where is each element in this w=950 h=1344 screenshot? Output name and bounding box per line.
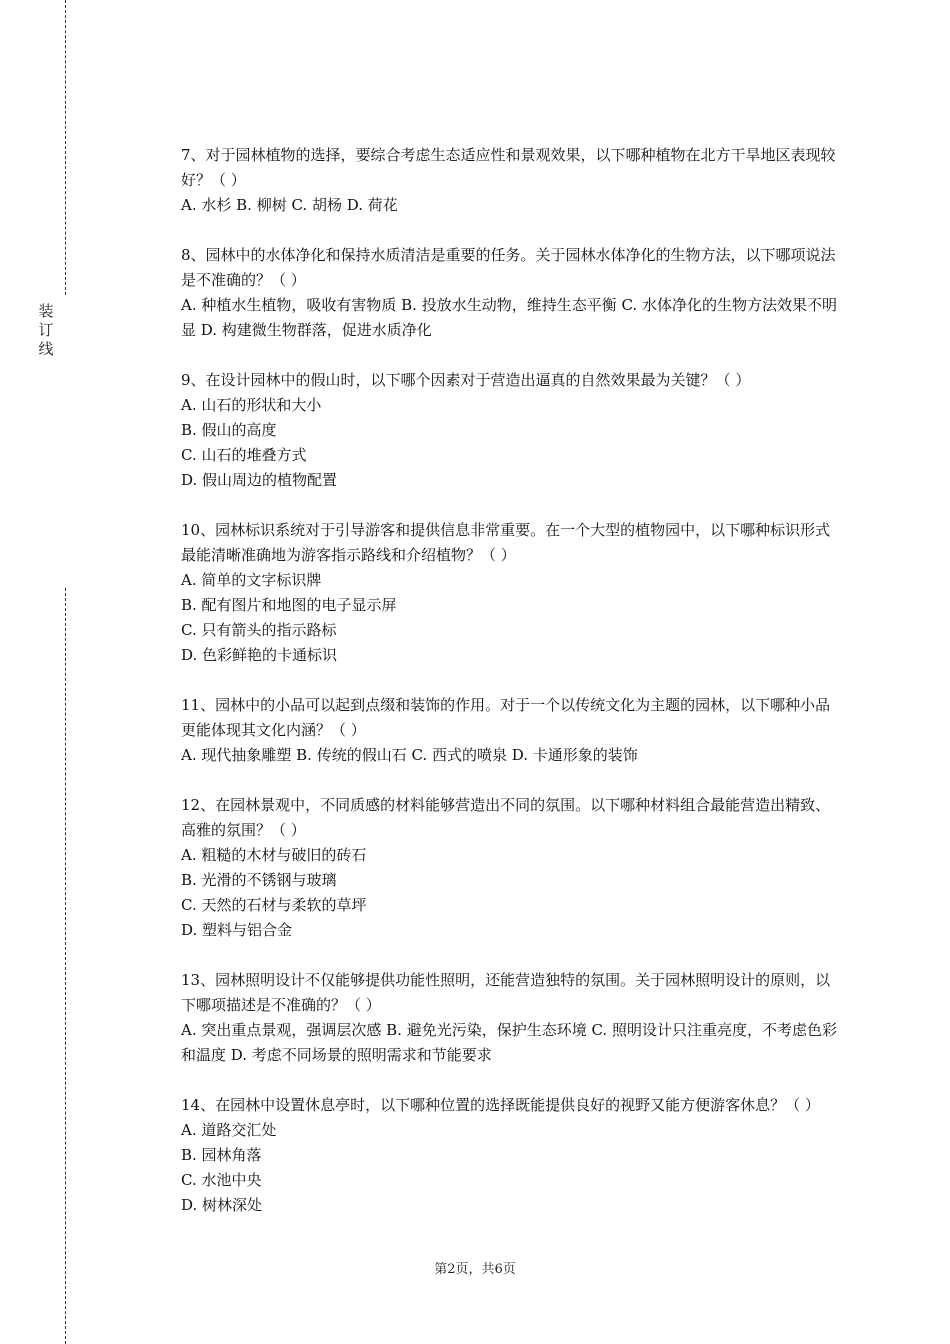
question-stem: 10、园林标识系统对于引导游客和提供信息非常重要。在一个大型的植物园中，以下哪种标识形式最能清晰准确地为游客指示路线和介绍植物？（ ） xyxy=(181,521,831,564)
question-8 xyxy=(181,243,841,343)
option-c: C. 山石的堆叠方式 xyxy=(181,446,307,464)
question-13 xyxy=(181,968,841,1068)
question-list xyxy=(181,143,841,1243)
option-c: C. 只有箭头的指示路标 xyxy=(181,621,337,639)
question-stem: 7、对于园林植物的选择，要综合考虑生态适应性和景观效果，以下哪种植物在北方干旱地区表现较好？（ ） xyxy=(181,146,836,189)
binding-label xyxy=(36,302,56,359)
binding-char: 装 xyxy=(38,302,54,320)
option-a: A. 道路交汇处 xyxy=(181,1121,277,1139)
option-a: A. 简单的文字标识牌 xyxy=(181,571,322,589)
question-9 xyxy=(181,368,841,493)
option-d: D. 树林深处 xyxy=(181,1196,263,1214)
question-14 xyxy=(181,1093,841,1218)
option-d: D. 塑料与铝合金 xyxy=(181,921,293,939)
binding-char: 线 xyxy=(38,340,54,358)
question-stem: 11、园林中的小品可以起到点缀和装饰的作用。对于一个以传统文化为主题的园林，以下哪种小品更能体现其文化内涵？（ ） xyxy=(181,696,831,739)
question-stem: 14、在园林中设置休息亭时，以下哪种位置的选择既能提供良好的视野又能方便游客休息？（ ） xyxy=(181,1096,820,1114)
question-10 xyxy=(181,518,841,668)
question-stem: 13、园林照明设计不仅能够提供功能性照明，还能营造独特的氛围。关于园林照明设计的原则，以下哪项描述是不准确的？（ ） xyxy=(181,971,831,1014)
question-options: A. 现代抽象雕塑 B. 传统的假山石 C. 西式的喷泉 D. 卡通形象的装饰 xyxy=(181,746,638,764)
question-options: A. 种植水生植物，吸收有害物质 B. 投放水生动物，维持生态平衡 C. 水体净化的生物方法效果不明显 D. 构建微生物群落，促进水质净化 xyxy=(181,296,837,339)
question-stem: 8、园林中的水体净化和保持水质清洁是重要的任务。关于园林水体净化的生物方法，以下哪项说法是不准确的？（ ） xyxy=(181,246,836,289)
option-c: C. 天然的石材与柔软的草坪 xyxy=(181,896,367,914)
question-stem: 12、在园林景观中，不同质感的材料能够营造出不同的氛围。以下哪种材料组合最能营造出精致、高雅的氛围？（ ） xyxy=(181,796,831,839)
option-c: C. 水池中央 xyxy=(181,1171,262,1189)
binding-char: 订 xyxy=(38,321,54,339)
option-d: D. 假山周边的植物配置 xyxy=(181,471,338,489)
option-b: B. 假山的高度 xyxy=(181,421,277,439)
option-b: B. 配有图片和地图的电子显示屏 xyxy=(181,596,397,614)
option-d: D. 色彩鲜艳的卡通标识 xyxy=(181,646,338,664)
question-options: A. 突出重点景观，强调层次感 B. 避免光污染，保护生态环境 C. 照明设计只注重亮度，不考虑色彩和温度 D. 考虑不同场景的照明需求和节能要求 xyxy=(181,1021,837,1064)
question-7 xyxy=(181,143,841,218)
question-11 xyxy=(181,693,841,768)
binding-dashed-line-top xyxy=(65,0,66,295)
question-12 xyxy=(181,793,841,943)
page-footer: 第2页，共6页 xyxy=(434,1262,516,1277)
option-a: A. 粗糙的木材与破旧的砖石 xyxy=(181,846,367,864)
question-options: A. 水杉 B. 柳树 C. 胡杨 D. 荷花 xyxy=(181,196,398,214)
option-a: A. 山石的形状和大小 xyxy=(181,396,322,414)
option-b: B. 光滑的不锈钢与玻璃 xyxy=(181,871,337,889)
option-b: B. 园林角落 xyxy=(181,1146,262,1164)
question-stem: 9、在设计园林中的假山时，以下哪个因素对于营造出逼真的自然效果最为关键？（ ） xyxy=(181,371,751,389)
binding-dashed-line-bottom xyxy=(65,588,66,1344)
